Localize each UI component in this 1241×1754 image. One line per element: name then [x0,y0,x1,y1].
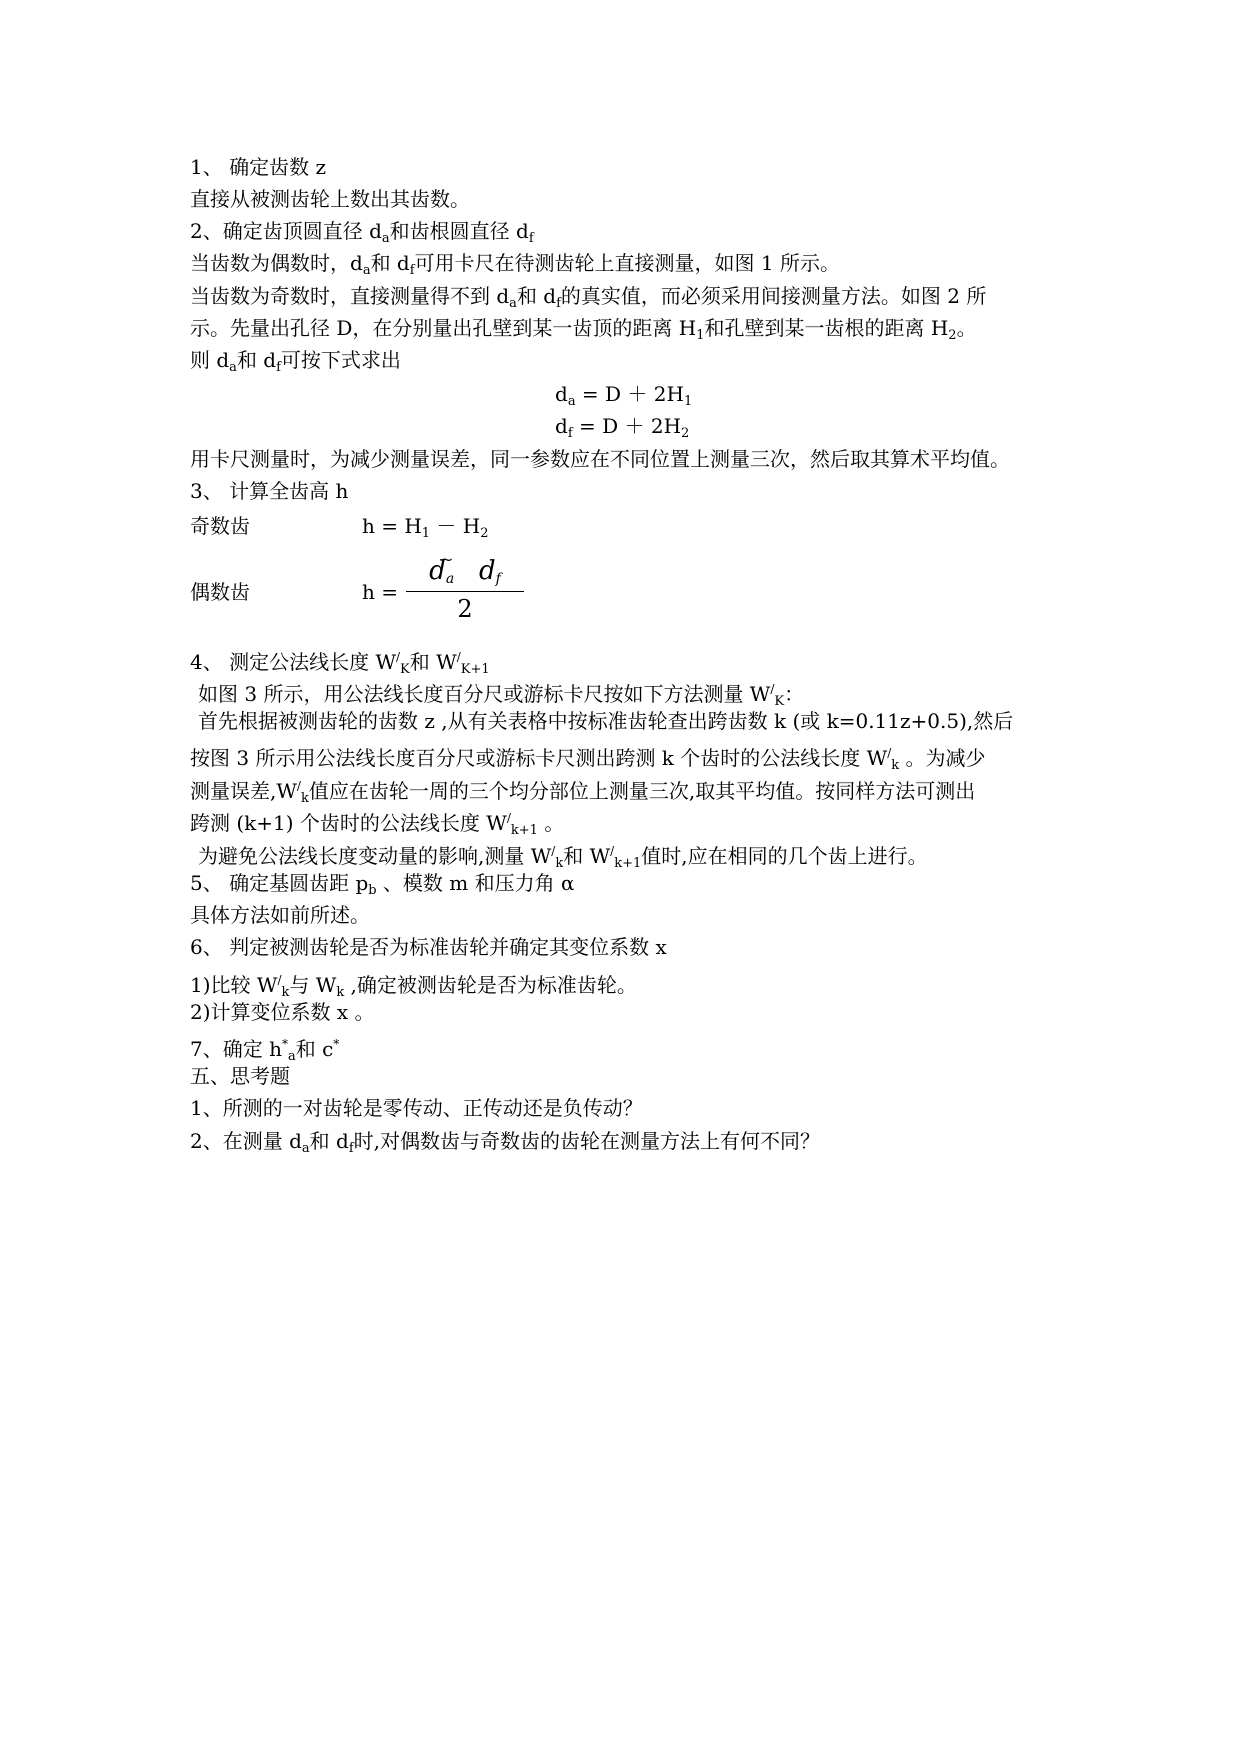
section-1-body: 直接从被测齿轮上数出其齿数。 [190,187,470,211]
section-4-paragraph-2: 首先根据被测齿轮的齿数 z ,从有关表格中按标准齿轮查出跨齿数 k (或 k=0.11z+0.5),然后 [198,709,1014,733]
section-4-paragraph-1: 如图 3 所示，用公法线长度百分尺或游标卡尺按如下方法测量 $W^/_K$： [198,682,805,709]
section-6-item-1: 1)比较 $W^/_k$与 $W_k$ ,确定被测齿轮是否为标准齿轮。 [190,973,637,1000]
section-6-item-2: 2)计算变位系数 x 。 [190,1000,375,1024]
even-teeth-label: 偶数齿 [190,580,250,604]
section-7-heading: 7、确定 $h^*_a$和 c* [190,1037,340,1064]
equation-da: $d_a = D + 2H_1$ [555,382,693,409]
odd-teeth-label: 奇数齿 [190,514,250,538]
section-5-heading: 5、 确定基圆齿距 $p_b$ 、模数 m 和压力角 α [190,871,575,898]
fraction-bar [406,591,524,592]
equation-df: $d_f = D + 2H_2$ [555,414,690,441]
section-3-heading: 3、 计算全齿高 h [190,479,349,503]
section-2-paragraph-odd: 当齿数为奇数时，直接测量得不到 $d_a$和 $d_f$的真实值，而必须采用间接测量方法。如图 2 所 [190,284,987,311]
section-6-heading: 6、 判定被测齿轮是否为标准齿轮并确定其变位系数 x [190,935,667,959]
tilde-mark: ~ [440,550,454,569]
section-4-paragraph-6: 为避免公法线长度变动量的影响,测量 $W^/_k$和 $W^/_{k+1}$值时,应在相同的几个齿上进行。 [198,844,928,871]
question-2: 2、在测量 $d_a$和 $d_f$时,对偶数齿与奇数齿的齿轮在测量方法上有何不同？ [190,1129,820,1156]
section-2-paragraph-even: 当齿数为偶数时，$d_a$和 $d_f$可用卡尺在待测齿轮上直接测量，如图 1 所示。 [190,251,841,278]
odd-teeth-formula: $h = H_1 - H_2$ [362,514,489,541]
section-4-heading: 4、 测定公法线长度 $W^/_K$和 $W^/_{K+1}$ [190,650,490,677]
section-4-paragraph-3: 按图 3 所示用公法线长度百分尺或游标卡尺测出跨测 k 个齿时的公法线长度 $W^/_k$ 。为减少 [190,746,986,773]
question-1: 1、所测的一对齿轮是零传动、正传动还是负传动？ [190,1096,643,1120]
section-2-paragraph-odd-cont: 示。先量出孔径 D，在分别量出孔壁到某一齿顶的距离 $H_1$和孔壁到某一齿根的距离 $H_2$。 [190,316,977,343]
section-1-heading: 1、 确定齿数 z [190,155,326,179]
section-4-paragraph-5: 跨测 (k+1) 个齿时的公法线长度 $W^/_{k+1}$ 。 [190,811,565,838]
questions-heading: 五、思考题 [190,1064,290,1088]
fraction-numerator: $d_a$ $d_f$ [429,556,501,587]
section-2-formula-intro: 则 $d_a$和 $d_f$可按下式求出 [190,348,401,375]
even-teeth-fraction [402,550,528,626]
even-teeth-formula-lhs: h = [362,580,398,604]
section-5-body: 具体方法如前所述。 [190,903,370,927]
section-2-heading: 2、确定齿顶圆直径 $d_a$和齿根圆直径 $d_f$ [190,219,534,246]
section-2-measurement-note: 用卡尺测量时，为减少测量误差，同一参数应在不同位置上测量三次，然后取其算术平均值。 [190,447,1010,471]
fraction-denominator: 2 [457,595,473,623]
section-4-paragraph-4: 测量误差$,W^/_k$值应在齿轮一周的三个均分部位上测量三次,取其平均值。按同样方法可测出 [190,779,976,806]
